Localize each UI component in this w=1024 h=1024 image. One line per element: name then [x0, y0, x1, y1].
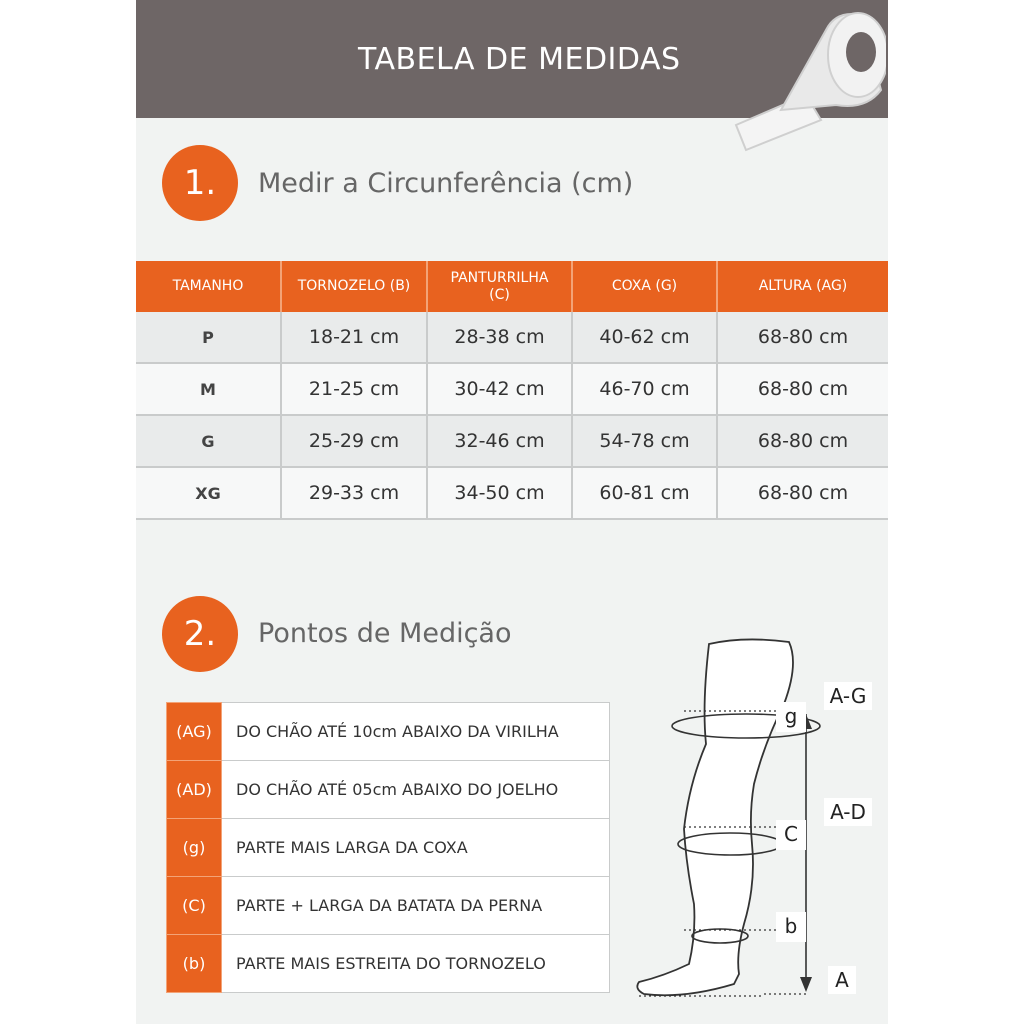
page-title: TABELA DE MEDIDAS — [358, 42, 681, 77]
table-row — [136, 415, 888, 467]
table-cell: M — [136, 363, 281, 415]
table-cell: 46-70 cm — [572, 363, 717, 415]
measurement-points-table — [166, 702, 610, 993]
table-row — [167, 935, 610, 993]
table-cell: P — [136, 312, 281, 363]
point-code: (b) — [167, 935, 222, 993]
table-row — [136, 312, 888, 363]
column-header: TAMANHO — [136, 261, 281, 312]
table-cell: 29-33 cm — [281, 467, 427, 519]
point-description: DO CHÃO ATÉ 10cm ABAIXO DA VIRILHA — [222, 703, 610, 761]
table-cell: G — [136, 415, 281, 467]
table-cell: 21-25 cm — [281, 363, 427, 415]
table-cell: 68-80 cm — [717, 363, 888, 415]
label-b: b — [776, 912, 806, 942]
table-cell: 68-80 cm — [717, 312, 888, 363]
table-cell: 34-50 cm — [427, 467, 572, 519]
size-chart-card — [136, 0, 888, 1024]
table-cell: 54-78 cm — [572, 415, 717, 467]
section-1-title: Medir a Circunferência (cm) — [258, 168, 634, 199]
point-code: (g) — [167, 819, 222, 877]
table-cell: XG — [136, 467, 281, 519]
table-header-row — [136, 261, 888, 312]
point-code: (AG) — [167, 703, 222, 761]
table-row — [167, 761, 610, 819]
section-2-title: Pontos de Medição — [258, 618, 512, 649]
measuring-tape-icon — [686, 0, 886, 180]
point-description: PARTE MAIS LARGA DA COXA — [222, 819, 610, 877]
point-code: (AD) — [167, 761, 222, 819]
table-cell: 68-80 cm — [717, 415, 888, 467]
table-row — [167, 819, 610, 877]
table-row — [136, 467, 888, 519]
point-code: (C) — [167, 877, 222, 935]
step-2-badge: 2. — [162, 596, 238, 672]
table-cell: 32-46 cm — [427, 415, 572, 467]
header-bar — [136, 0, 888, 118]
table-row — [167, 703, 610, 761]
step-1-badge: 1. — [162, 145, 238, 221]
column-header: TORNOZELO (B) — [281, 261, 427, 312]
point-description: PARTE + LARGA DA BATATA DA PERNA — [222, 877, 610, 935]
table-cell: 28-38 cm — [427, 312, 572, 363]
table-cell: 18-21 cm — [281, 312, 427, 363]
table-cell: 25-29 cm — [281, 415, 427, 467]
label-a: A — [828, 966, 856, 994]
table-cell: 60-81 cm — [572, 467, 717, 519]
column-header: ALTURA (AG) — [717, 261, 888, 312]
column-header: COXA (G) — [572, 261, 717, 312]
table-row — [167, 877, 610, 935]
label-ad: A-D — [824, 798, 872, 826]
table-cell: 30-42 cm — [427, 363, 572, 415]
table-row — [136, 363, 888, 415]
column-header: PANTURRILHA (C) — [427, 261, 572, 312]
label-ag: A-G — [824, 682, 872, 710]
point-description: DO CHÃO ATÉ 05cm ABAIXO DO JOELHO — [222, 761, 610, 819]
label-c: C — [776, 820, 806, 850]
label-g: g — [776, 702, 806, 732]
table-cell: 40-62 cm — [572, 312, 717, 363]
size-table — [136, 261, 888, 520]
point-description: PARTE MAIS ESTREITA DO TORNOZELO — [222, 935, 610, 993]
table-cell: 68-80 cm — [717, 467, 888, 519]
